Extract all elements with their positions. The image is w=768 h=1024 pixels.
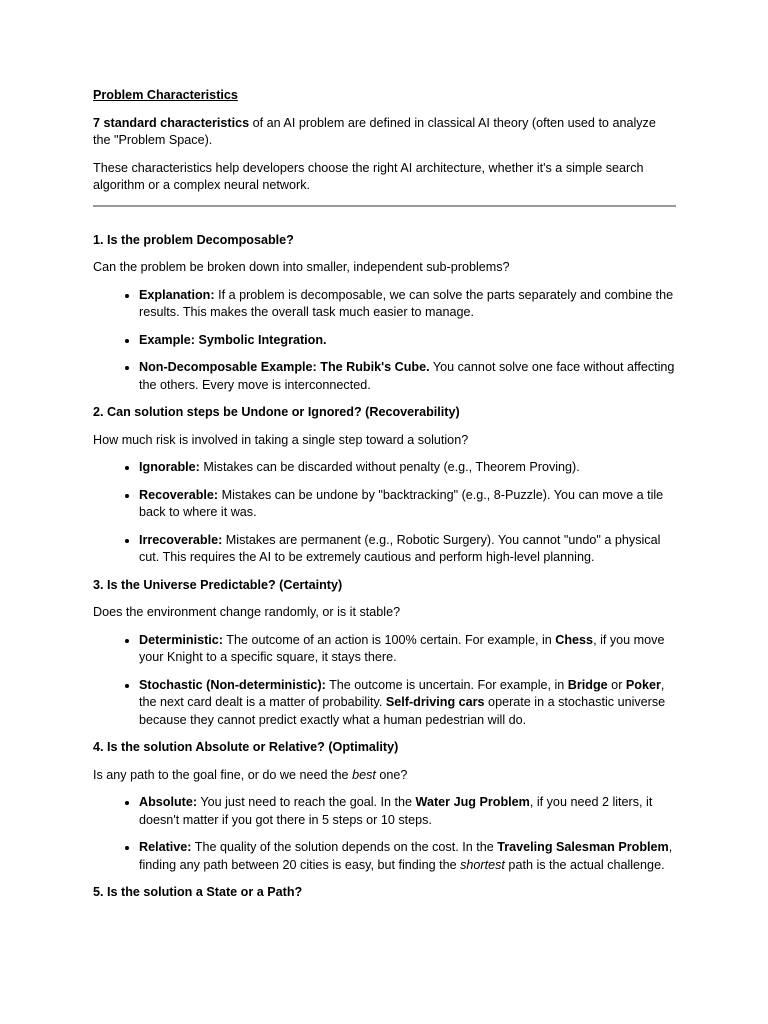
bold-term: Bridge — [567, 677, 608, 692]
bullet-label: Deterministic: — [139, 632, 223, 647]
section-2-heading: 2. Can solution steps be Undone or Ignored? (Recoverability) — [93, 405, 460, 419]
bold-term: Self-driving cars — [385, 695, 485, 709]
section-4-list — [93, 794, 676, 874]
question-text: Is any path to the goal fine, or do we need the — [93, 767, 353, 782]
bullet-text: , if you need 2 liters, it doesn't matter if you got there in 5 steps or 10 steps. — [139, 795, 653, 827]
list-item — [139, 794, 676, 829]
bullet-text: The outcome of an action is 100% certain. For example, in — [222, 632, 556, 647]
bullet-text: Mistakes can be discarded without penalty (e.g., Theorem Proving). — [199, 460, 580, 474]
list-item — [139, 287, 676, 322]
bold-term: Traveling Salesman Problem — [497, 840, 669, 854]
bullet-text: The quality of the solution depends on the cost. In the — [191, 840, 498, 854]
section-5-heading: 5. Is the solution a State or a Path? — [93, 885, 303, 899]
bullet-text: Mistakes are permanent (e.g., Robotic Surgery). You cannot "undo" a physical cut. This requires the AI to be extremely cautious and perform high-level planning. — [139, 532, 661, 564]
bullet-text: The outcome is uncertain. For example, in — [325, 677, 568, 692]
italic-term: best — [352, 767, 376, 782]
bullet-label: Example: Symbolic Integration. — [139, 332, 327, 347]
list-item — [139, 839, 676, 874]
bullet-label: Non-Decomposable Example: The Rubik's Cube. — [139, 360, 430, 374]
section-4-question — [93, 767, 676, 785]
list-item — [139, 487, 676, 522]
bold-term: Poker — [625, 677, 661, 692]
intro-paragraph-2: These characteristics help developers choose the right AI architecture, whether it's a simple search algorithm or a complex neural network. — [93, 160, 644, 192]
intro-text: of an AI problem are defined in classical AI theory (often used to analyze the "Problem Space). — [93, 115, 656, 147]
section-1-list — [93, 287, 676, 395]
bullet-text: operate in a stochastic universe because they cannot predict exactly what a human pedestrian will do. — [139, 695, 666, 727]
intro-paragraph-1 — [93, 115, 676, 150]
intro-bold: 7 standard characteristics — [93, 115, 250, 130]
section-3-list — [93, 632, 676, 730]
list-item — [139, 459, 676, 477]
bullet-label: Absolute: — [139, 795, 198, 809]
bullet-label: Explanation: — [139, 287, 215, 302]
list-item — [139, 332, 676, 350]
bullet-text: path is the actual challenge. — [504, 857, 665, 872]
bold-term: Water Jug Problem — [415, 795, 530, 809]
bullet-label: Recoverable: — [139, 487, 219, 502]
bullet-text: or — [607, 677, 626, 692]
section-1-question: Can the problem be broken down into smaller, independent sub-problems? — [93, 260, 510, 274]
section-2-list — [93, 459, 676, 567]
document-title: Problem Characteristics — [93, 88, 238, 102]
list-item — [139, 359, 676, 394]
bullet-text: If a problem is decomposable, we can solve the parts separately and combine the results. This makes the overall task much easier to manage. — [139, 287, 674, 319]
section-4-heading: 4. Is the solution Absolute or Relative? (Optimality) — [93, 740, 399, 754]
bullet-label: Irrecoverable: — [139, 532, 223, 547]
bullet-label: Relative: — [139, 840, 192, 854]
bullet-text: Mistakes can be undone by "backtracking" (e.g., 8-Puzzle). You can move a tile back to where it was. — [139, 487, 664, 519]
bullet-label: Stochastic (Non-deterministic): — [139, 677, 326, 692]
bold-term: Chess — [555, 632, 594, 647]
bullet-text: You cannot solve one face without affecting the others. Every move is interconnected. — [139, 360, 675, 392]
section-2-question: How much risk is involved in taking a single step toward a solution? — [93, 432, 469, 447]
italic-term: shortest — [460, 857, 505, 872]
bullet-text: You just need to reach the goal. In the — [197, 795, 416, 809]
bullet-text: , finding any path between 20 cities is easy, but finding the — [139, 840, 673, 872]
list-item — [139, 632, 676, 667]
list-item — [139, 532, 676, 567]
bullet-text: , the next card dealt is a matter of probability. — [139, 677, 665, 709]
bullet-text: , if you move your Knight to a specific square, it stays there. — [139, 632, 665, 664]
section-3-question: Does the environment change randomly, or is it stable? — [93, 605, 401, 619]
question-text: one? — [375, 767, 408, 782]
bullet-label: Ignorable: — [139, 460, 200, 474]
section-3-heading: 3. Is the Universe Predictable? (Certainty) — [93, 577, 343, 592]
section-1-heading: 1. Is the problem Decomposable? — [93, 232, 294, 247]
horizontal-rule — [93, 205, 676, 207]
list-item — [139, 677, 676, 730]
document-body — [93, 87, 676, 912]
